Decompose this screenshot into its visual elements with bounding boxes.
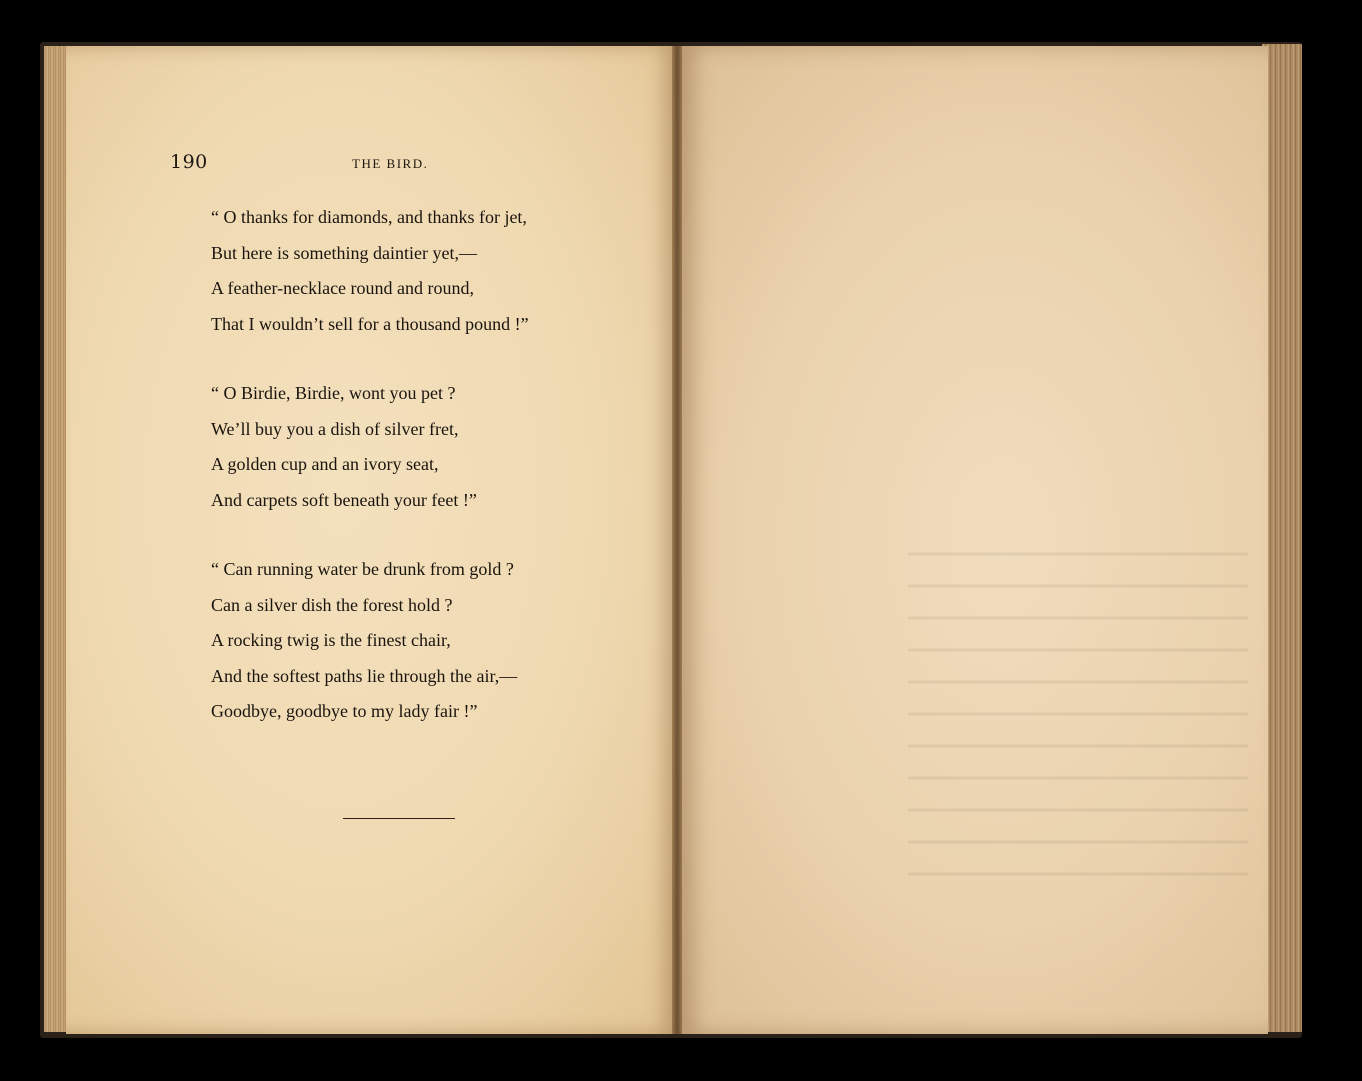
poem-text <box>211 200 651 764</box>
poem-line: And the softest paths lie through the air,— <box>211 665 518 686</box>
stanza <box>211 376 651 518</box>
page-number: 190 <box>170 151 208 173</box>
poem-line: And carpets soft beneath your feet !” <box>211 489 477 510</box>
poem-line: Goodbye, goodbye to my lady fair !” <box>211 701 478 721</box>
stanza <box>211 552 651 730</box>
poem-line: That I wouldn’t sell for a thousand pound !” <box>211 313 529 334</box>
poem-line: A feather-necklace round and round, <box>211 278 475 298</box>
running-head: THE BIRD. <box>352 156 429 171</box>
show-through-text <box>908 524 1248 884</box>
poem-line: “ O thanks for diamonds, and thanks for jet, <box>211 207 527 227</box>
end-rule <box>343 818 455 819</box>
poem-line: Can a silver dish the forest hold ? <box>211 594 453 615</box>
poem-line: We’ll buy you a dish of silver fret, <box>211 418 459 439</box>
poem-line: “ Can running water be drunk from gold ? <box>211 559 514 579</box>
stanza <box>211 200 651 342</box>
poem-line: A golden cup and an ivory seat, <box>211 454 439 474</box>
book-gutter <box>672 46 682 1034</box>
right-page <box>678 46 1268 1034</box>
poem-line: A rocking twig is the finest chair, <box>211 630 451 650</box>
poem-line: “ O Birdie, Birdie, wont you pet ? <box>211 383 456 403</box>
right-page-edges <box>1262 44 1302 1032</box>
poem-line: But here is something daintier yet,— <box>211 242 477 263</box>
